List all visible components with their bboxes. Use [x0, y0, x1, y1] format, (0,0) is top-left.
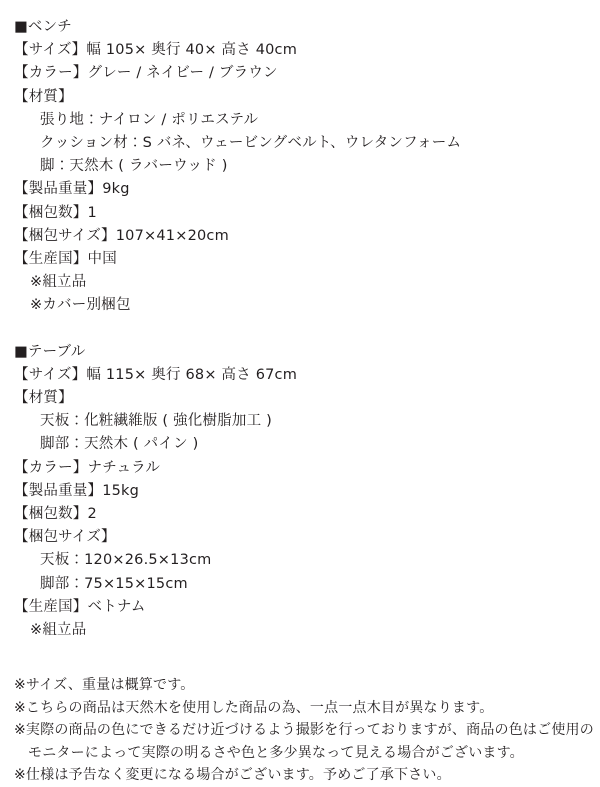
section-bench [14, 16, 586, 318]
spec-line: 【材質】 [14, 88, 73, 105]
section-heading: ■ベンチ [14, 19, 72, 35]
spec-line: 【生産国】ベトナム [14, 598, 146, 615]
spec-line: 脚：天然木 ( ラバーウッド ) [40, 158, 228, 175]
footnote-line: モニターによって実際の明るさや色と多少異なって見える場合がございます。 [28, 744, 524, 761]
spec-line: 【サイズ】幅 105× 奥行 40× 高さ 40cm [14, 42, 298, 59]
spec-line: 脚部：天然木 ( パイン ) [40, 436, 199, 453]
spec-line: クッション材：S バネ、ウェービングベルト、ウレタンフォーム [40, 135, 462, 152]
spec-line: 【生産国】中国 [14, 251, 117, 268]
spec-line: 【カラー】ナチュラル [14, 459, 161, 476]
footnote-line: ※仕様は予告なく変更になる場合がございます。予めご了承下さい。 [14, 767, 451, 784]
spec-line: 【製品重量】15kg [14, 482, 140, 499]
spec-line: 【材質】 [14, 390, 73, 407]
notes-spacer-small [14, 665, 586, 674]
spec-line: 【梱包サイズ】 [14, 529, 116, 546]
spec-note-line: ※カバー別梱包 [30, 297, 131, 314]
spec-line: 脚部：75×15×15cm [40, 575, 188, 592]
spec-line: 【サイズ】幅 115× 奥行 68× 高さ 67cm [14, 366, 298, 383]
footnote-line: ※こちらの商品は天然木を使用した商品の為、一点一点木目が異なります。 [14, 699, 494, 716]
section-table [14, 341, 586, 643]
spec-line: 【製品重量】9kg [14, 181, 130, 198]
spec-line: 天板：化粧繊維版 ( 強化樹脂加工 ) [40, 413, 272, 430]
spec-line: 張り地：ナイロン / ポリエステル [40, 111, 259, 128]
spec-line: 【梱包数】1 [14, 204, 97, 221]
spec-line: 【カラー】グレー / ネイビー / ブラウン [14, 65, 278, 82]
footnote-line: ※サイズ、重量は概算です。 [14, 677, 195, 694]
footnote-line: ※実際の商品の色にできるだけ近づけるよう撮影を行っておりますが、商品の色はご使用の [14, 722, 594, 739]
spec-note-line: ※組立品 [30, 274, 87, 291]
spec-note-line: ※組立品 [30, 622, 87, 639]
footnotes [14, 674, 594, 787]
section-heading: ■テーブル [14, 343, 86, 360]
spec-line: 天板：120×26.5×13cm [40, 552, 212, 569]
notes-spacer [14, 642, 586, 665]
spec-line: 【梱包サイズ】107×41×20cm [14, 227, 229, 244]
spec-line: 【梱包数】2 [14, 506, 97, 523]
section-spacer [14, 318, 586, 341]
